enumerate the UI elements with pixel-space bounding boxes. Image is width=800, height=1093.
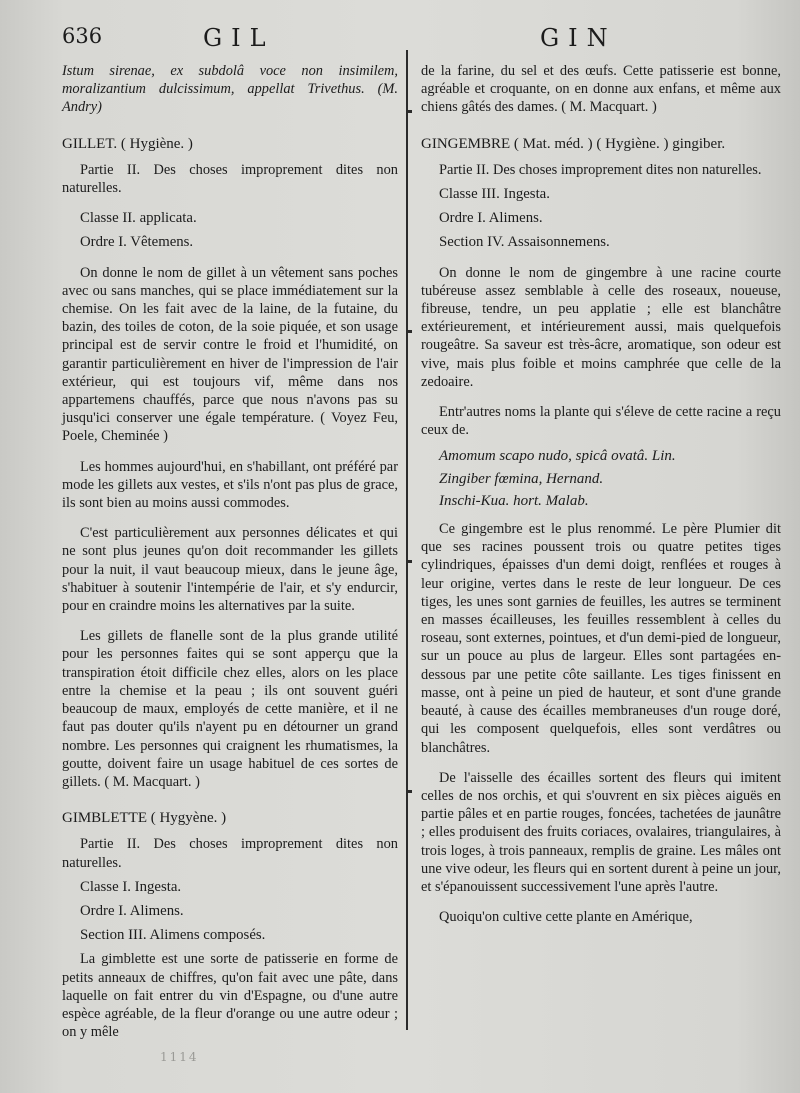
classification-classe: Classe II. applicata. xyxy=(80,210,197,227)
body-paragraph: Quoiqu'on cultive cette plante en Amérique, xyxy=(439,909,693,926)
column-rule-tick xyxy=(408,790,412,793)
column-rule-tick xyxy=(408,330,412,333)
classification-ordre: Ordre I. Vêtemens. xyxy=(80,234,194,251)
running-header xyxy=(0,24,800,54)
entry-heading-gimblette: GIMBLETTE ( Hygyène. ) xyxy=(62,810,227,827)
body-paragraph: Les gillets de flanelle sont de la plus grande utilité pour les personnes faites qui se sont apperçu que la transpiration étoit difficile chez elles, alors on les place entre la chemise et la peau ; ils ont souvent guéri beaucoup de maux, employés de cette manière, et il ne faut pas douter qu'ils n'ayent pu en détourner un grand nombre. Les personnes qui craignent les rhumatismes, la goutte, doivent faire un usage habituel de ces sortes de gillets. ( M. Macquart. ) xyxy=(62,628,398,790)
left-headword: GIL xyxy=(203,24,275,52)
latin-synonym: Zingiber fœmina, Hernand. xyxy=(439,470,604,487)
classification-classe: Classe III. Ingesta. xyxy=(439,186,550,203)
column-rule-tick xyxy=(408,110,412,113)
body-paragraph: Ce gingembre est le plus renommé. Le père Plumier dit que ses racines poussent trois ou quatre petites tiges cylindriques, épaisses d'un demi doigt, renflées et rouges à leur origine, vertes dans le reste de leur longueur. De ces tiges, les unes sont garnies de feuilles, les autres se terminent en masses écailleuses, les feuilles ressemblent à celles du roseau, sont externes, pointues, et d'un demi-pied de longueur, sur un pouce au plus de largeur. Elles sont partagées en-dessous par une petite côte saillante. Les tiges finissent en masse, ont à peine un pied de hauteur, et sont d'une grande beauté, à cause des écailles membraneuses d'un rouge doré, qui les composent quelquefois, elles sont verdâtres ou blanchâtres. xyxy=(421,521,781,756)
entry-heading-gingembre: GINGEMBRE ( Mat. méd. ) ( Hygiène. ) gingiber. xyxy=(421,135,726,152)
classification-ordre: Ordre I. Alimens. xyxy=(439,210,543,227)
classification-partie: Partie II. Des choses improprement dites non naturelles. xyxy=(439,161,762,178)
classification-partie: Partie II. Des choses improprement dites non naturelles. xyxy=(62,161,398,197)
column-rule-tick xyxy=(408,560,412,563)
intro-quote: Istum sirenae, ex subdolâ voce non insimilem, moralizantium dulcissimum, appellat Trivethus. (M. Andry) xyxy=(62,63,398,116)
page-number: 636 xyxy=(62,24,103,48)
body-paragraph: Les hommes aujourd'hui, en s'habillant, ont préféré par mode les gillets aux vestes, et s'ils n'ont pas plus de grace, ils sont bien au moins aussi commodes. xyxy=(62,458,398,512)
body-paragraph: On donne le nom de gillet à un vêtement sans poches avec ou sans manches, qui se place immédiatement sur la chemise. On les fait avec de la laine, de la futaine, du bazin, des toiles de coton, de la soie piquée, et son usage principal est de servir contre le froid et l'humidité, on garantir particulièrement en hiver de l'impression de l'air extérieur, qui est toujours vif, même dans nos appartemens chauffés, parce que nous n'avons pas su jusqu'ici conserver une égale température. ( Voyez Feu, Poele, Cheminée ) xyxy=(62,264,398,445)
body-paragraph: La gimblette est une sorte de patisserie en forme de petits anneaux de chiffres, qu'on fait avec une pâte, dans laquelle on fait entrer du vin d'Espagne, ou d'une autre espèce agréable, de la fleur d'orange ou une autre odeur ; on y mêle xyxy=(62,951,398,1041)
body-paragraph: Entr'autres noms la plante qui s'éleve de cette racine a reçu ceux de. xyxy=(421,404,781,439)
body-paragraph: On donne le nom de gingembre à une racine courte tubéreuse assez semblable à celle des roseaux, noueuse, fibreuse, tendre, un peu applatie ; elle est blanchâtre extérieurement, et intérieurement aussi, mais quelquefois rougeâtre. Sa saveur est très-âcre, aromatique, son odeur est vive, mais plus foible et moins camphrée que celle de la zedoaire. xyxy=(421,264,781,390)
entry-heading-gillet: GILLET. ( Hygiène. ) xyxy=(62,135,193,152)
classification-ordre: Ordre I. Alimens. xyxy=(80,902,184,919)
classification-partie: Partie II. Des choses improprement dites non naturelles. xyxy=(62,836,398,871)
classification-classe: Classe I. Ingesta. xyxy=(80,878,182,895)
body-paragraph-continued: de la farine, du sel et des œufs. Cette patisserie est bonne, agréable et croquante, on en donne aux enfans, et même aux chiens gâtés des dames. ( M. Macquart. ) xyxy=(421,63,781,116)
classification-section: Section IV. Assaisonnemens. xyxy=(439,234,610,251)
right-column xyxy=(421,62,781,926)
right-headword: GIN xyxy=(540,24,617,52)
latin-synonym: Amomum scapo nudo, spicâ ovatâ. Lin. xyxy=(439,448,676,465)
body-paragraph: De l'aisselle des écailles sortent des fleurs qui imitent celles de nos orchis, et qui s'ouvrent en six pièces aiguës en partie pâles et en partie rouges, foncées, tachetées de jaunâtre ; elles produisent des fruits coriaces, ovalaires, triangulaires, à trois loges, à trois panneaux, remplis de graine. Les mâles ont une vive odeur, les fleurs qui en sortent durent à peine un jour, et s'épanouissent successivement l'une après l'autre. xyxy=(421,769,781,895)
column-rule xyxy=(406,50,408,1030)
latin-synonym: Inschi-Kua. hort. Malab. xyxy=(439,492,589,509)
bleed-through-mark: 1114 xyxy=(160,1050,199,1064)
body-paragraph: C'est particulièrement aux personnes délicates et qui ne sont plus jeunes qu'on doit recommander les gillets pour la nuit, il vaut beaucoup mieux, dans le jeune âge, s'habituer à soutenir l'intempérie de l'air, et s'y endurcir, pour en craindre moins les alternatives par la suite. xyxy=(62,525,398,615)
left-column xyxy=(62,62,398,1041)
classification-section: Section III. Alimens composés. xyxy=(80,927,266,944)
